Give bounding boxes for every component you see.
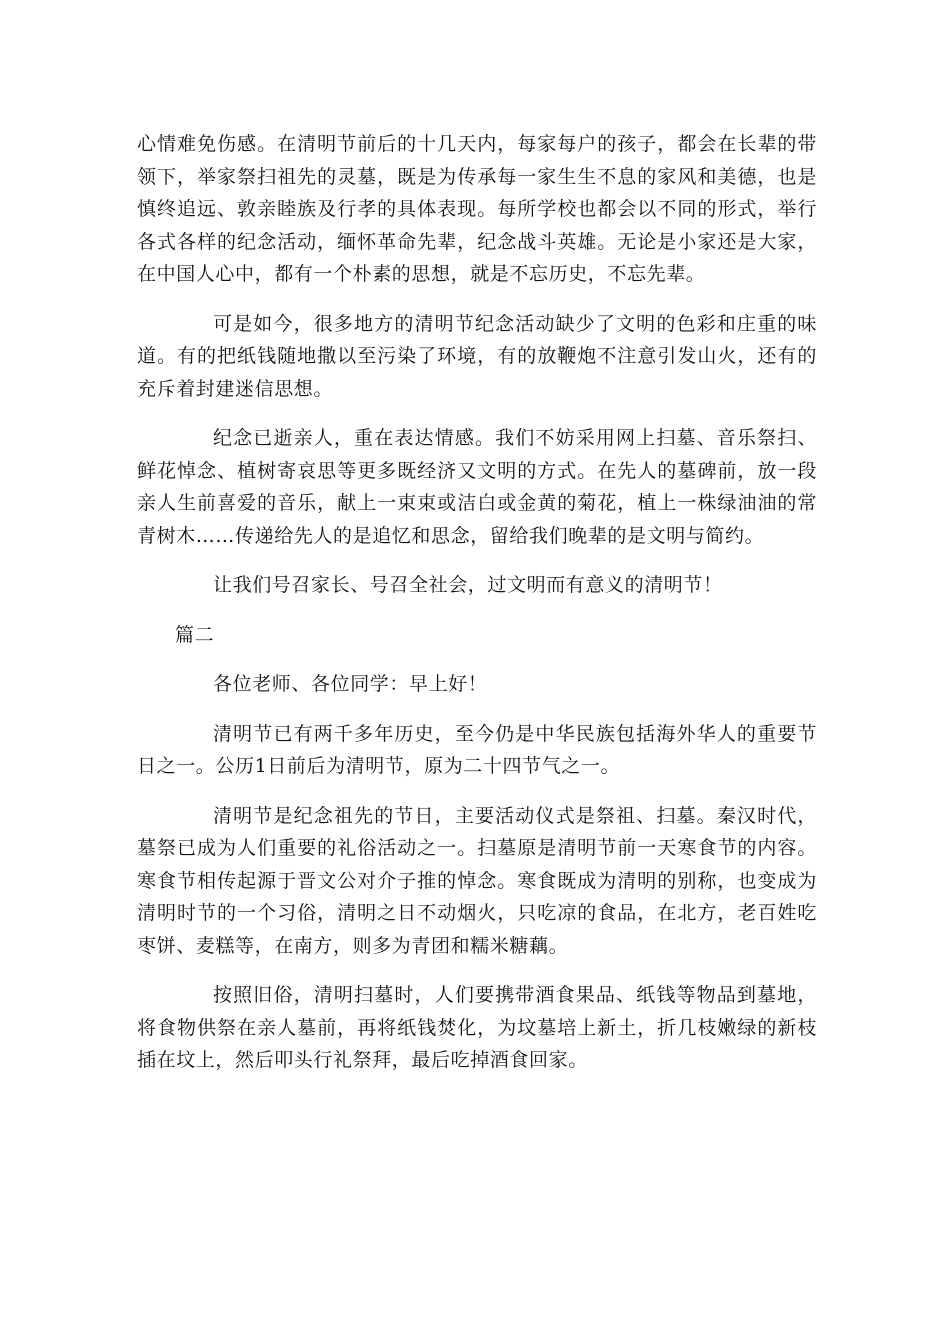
paragraph: 纪念已逝亲人，重在表达情感。我们不妨采用网上扫墓、音乐祭扫、鲜花悼念、植树寄哀思等更多既经济又文明的方式。在先人的墓碑前，放一段亲人生前喜爱的音乐，献上一束束或洁白或金黄的菊花，植上一株绿油油的常青树木……传递给先人的是追忆和思念，留给我们晚辈的是文明与简约。	[137, 427, 817, 547]
paragraph: 清明节已有两千多年历史，至今仍是中华民族包括海外华人的重要节日之一。公历1日前后为清明节，原为二十四节气之一。	[137, 722, 817, 777]
paragraph: 可是如今，很多地方的清明节纪念活动缺少了文明的色彩和庄重的味道。有的把纸钱随地撒以至污染了环境，有的放鞭炮不注意引发山火，还有的充斥着封建迷信思想。	[137, 312, 817, 400]
document-body	[137, 128, 817, 1094]
greeting: 各位老师、各位同学：早上好！	[213, 673, 488, 695]
paragraph: 让我们号召家长、号召全社会，过文明而有意义的清明节！	[213, 574, 723, 596]
paragraph: 按照旧俗，清明扫墓时，人们要携带酒食果品、纸钱等物品到墓地，将食物供祭在亲人墓前，再将纸钱焚化，为坟墓培上新土，折几枝嫩绿的新枝插在坟上，然后叩头行礼祭拜，最后吃掉酒食回家。	[137, 984, 817, 1071]
paragraph-continuation: 心情难免伤感。在清明节前后的十几天内，每家每户的孩子，都会在长辈的带领下，举家祭扫祖先的灵墓，既是为传承每一家生生不息的家风和美德，也是慎终追远、敦亲睦族及行孝的具体表现。每所学校也都会以不同的形式，举行各式各样的纪念活动，缅怀革命先辈，纪念战斗英雄。无论是小家还是大家，在中国人心中，都有一个朴素的思想，就是不忘历史，不忘先辈。	[137, 133, 817, 285]
section-heading: 篇二	[175, 623, 215, 646]
paragraph: 清明节是纪念祖先的节日，主要活动仪式是祭祖、扫墓。秦汉时代，墓祭已成为人们重要的礼俗活动之一。扫墓原是清明节前一天寒食节的内容。寒食节相传起源于晋文公对介子推的悼念。寒食既成为清明的别称，也变成为清明时节的一个习俗，清明之日不动烟火，只吃凉的食品，在北方，老百姓吃枣饼、麦糕等，在南方，则多为青团和糯米糖藕。	[137, 804, 817, 957]
